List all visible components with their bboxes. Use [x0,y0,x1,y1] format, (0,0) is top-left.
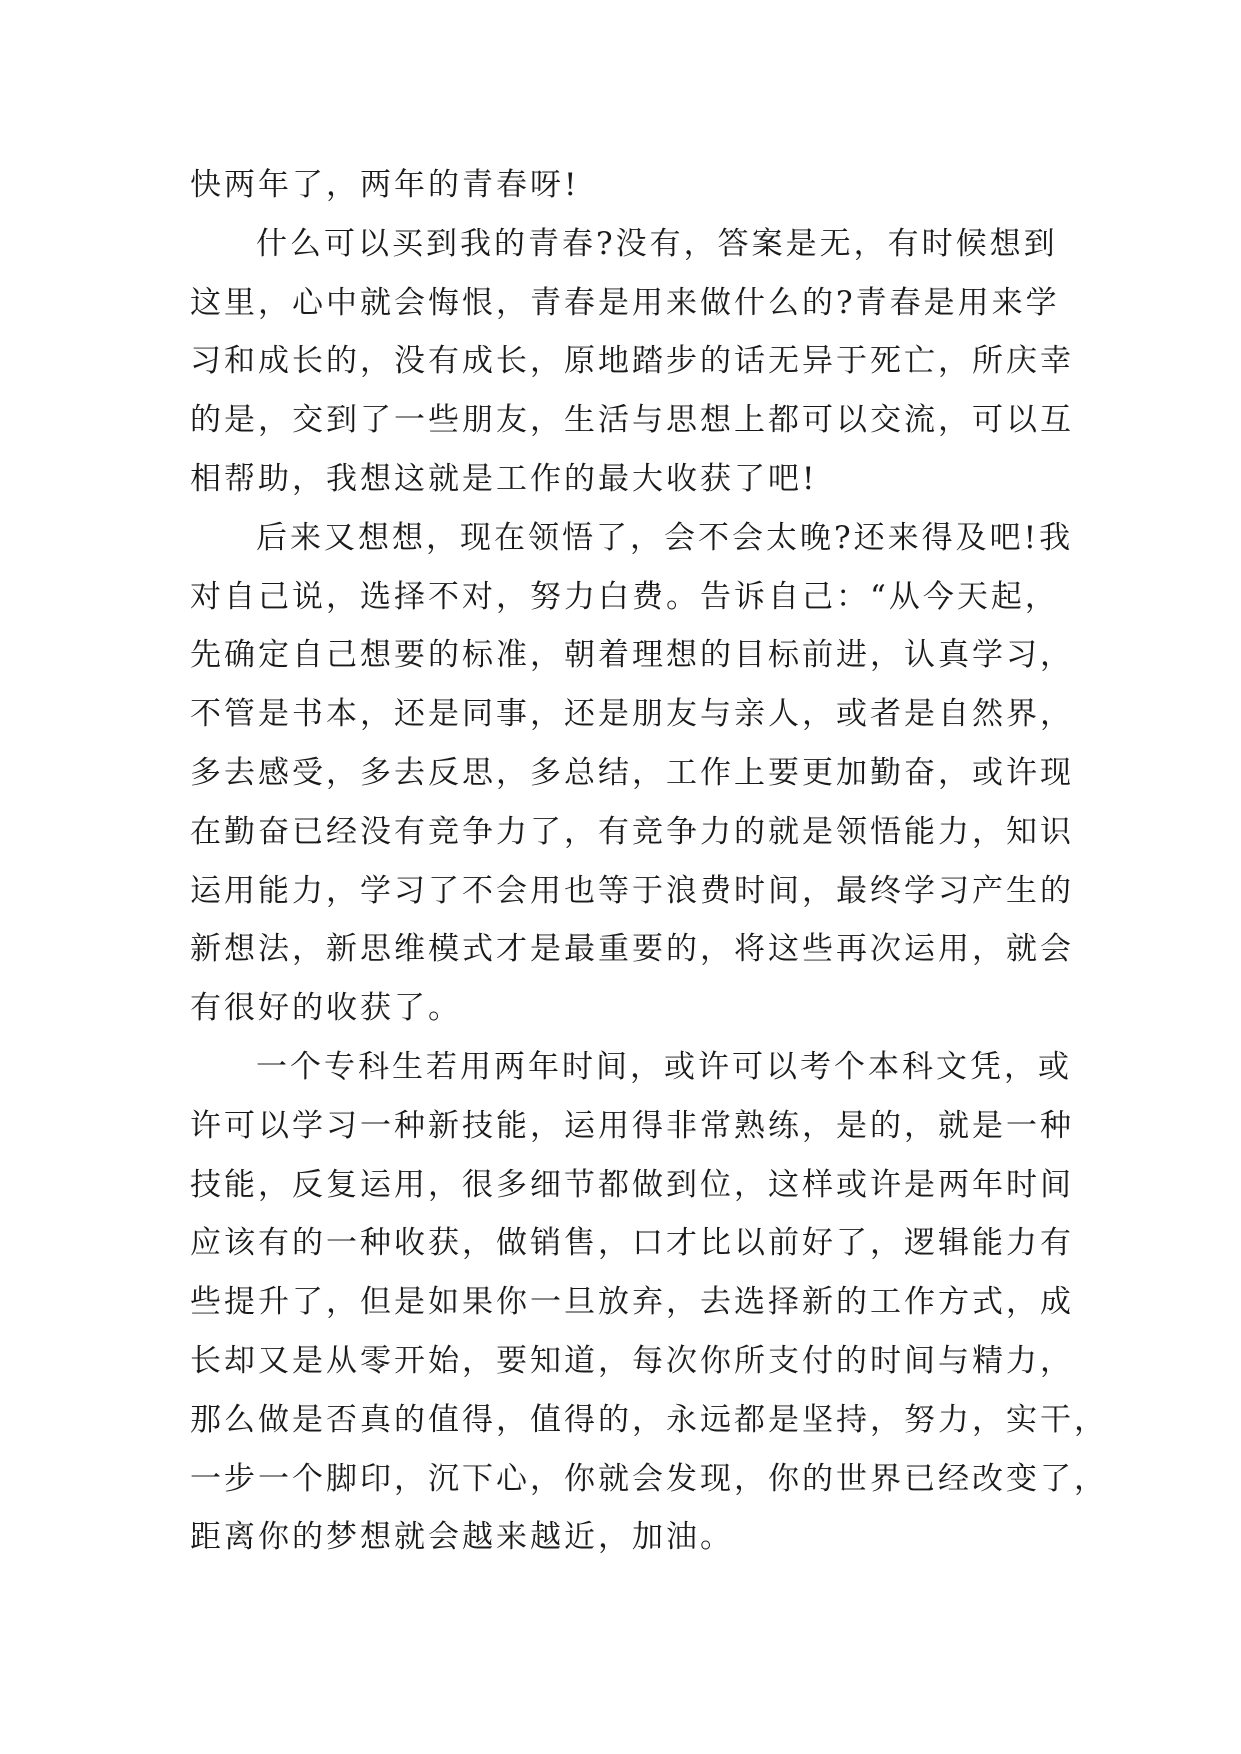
text-line: 新想法，新思维模式才是最重要的，将这些再次运用，就会 [190,931,1074,968]
text-line: 长却又是从零开始，要知道，每次你所支付的时间与精力， [190,1342,1074,1379]
text-line: 一步一个脚印，沉下心，你就会发现，你的世界已经改变了， [190,1460,1108,1497]
text-line: 技能，反复运用，很多细节都做到位，这样或许是两年时间 [190,1166,1074,1203]
text-line: 一个专科生若用两年时间，或许可以考个本科文凭，或 [256,1048,1072,1085]
text-line: 许可以学习一种新技能，运用得非常熟练，是的，就是一种 [190,1107,1074,1144]
text-line: 应该有的一种收获，做销售，口才比以前好了，逻辑能力有 [190,1225,1074,1262]
text-line: 那么做是否真的值得，值得的，永远都是坚持，努力，实干， [190,1401,1108,1438]
text-line: 有很好的收获了。 [190,990,462,1027]
text-line: 习和成长的，没有成长，原地踏步的话无异于死亡，所庆幸 [190,343,1074,380]
text-line: 运用能力，学习了不会用也等于浪费时间，最终学习产生的 [190,872,1074,909]
paragraph-4 [190,1038,1108,1567]
text-line: 不管是书本，还是同事，还是朋友与亲人，或者是自然界， [190,696,1074,733]
paragraph-3 [190,509,1074,1038]
text-line: 多去感受，多去反思，多总结，工作上要更加勤奋，或许现 [190,754,1074,791]
paragraph-2 [190,215,1074,509]
paragraph-1 [190,156,1070,215]
text-line: 相帮助，我想这就是工作的最大收获了吧! [190,460,818,497]
text-line: 什么可以买到我的青春?没有，答案是无，有时候想到 [256,225,1058,262]
text-line: 后来又想想，现在领悟了，会不会太晚?还来得及吧!我 [256,519,1074,556]
text-line: 在勤奋已经没有竞争力了，有竞争力的就是领悟能力，知识 [190,813,1074,850]
text-line: 先确定自己想要的标准，朝着理想的目标前进，认真学习， [190,637,1074,674]
document-body [190,156,1108,1567]
text-line: 这里，心中就会悔恨，青春是用来做什么的?青春是用来学 [190,284,1060,321]
text-line: 快两年了，两年的青春呀! [190,167,580,203]
text-line: 的是，交到了一些朋友，生活与思想上都可以交流，可以互 [190,402,1074,439]
text-line: 距离你的梦想就会越来越近，加油。 [190,1519,734,1556]
text-line: 些提升了，但是如果你一旦放弃，去选择新的工作方式，成 [190,1284,1074,1321]
text-line: 对自己说，选择不对，努力白费。告诉自己：“从今天起， [190,578,1059,615]
